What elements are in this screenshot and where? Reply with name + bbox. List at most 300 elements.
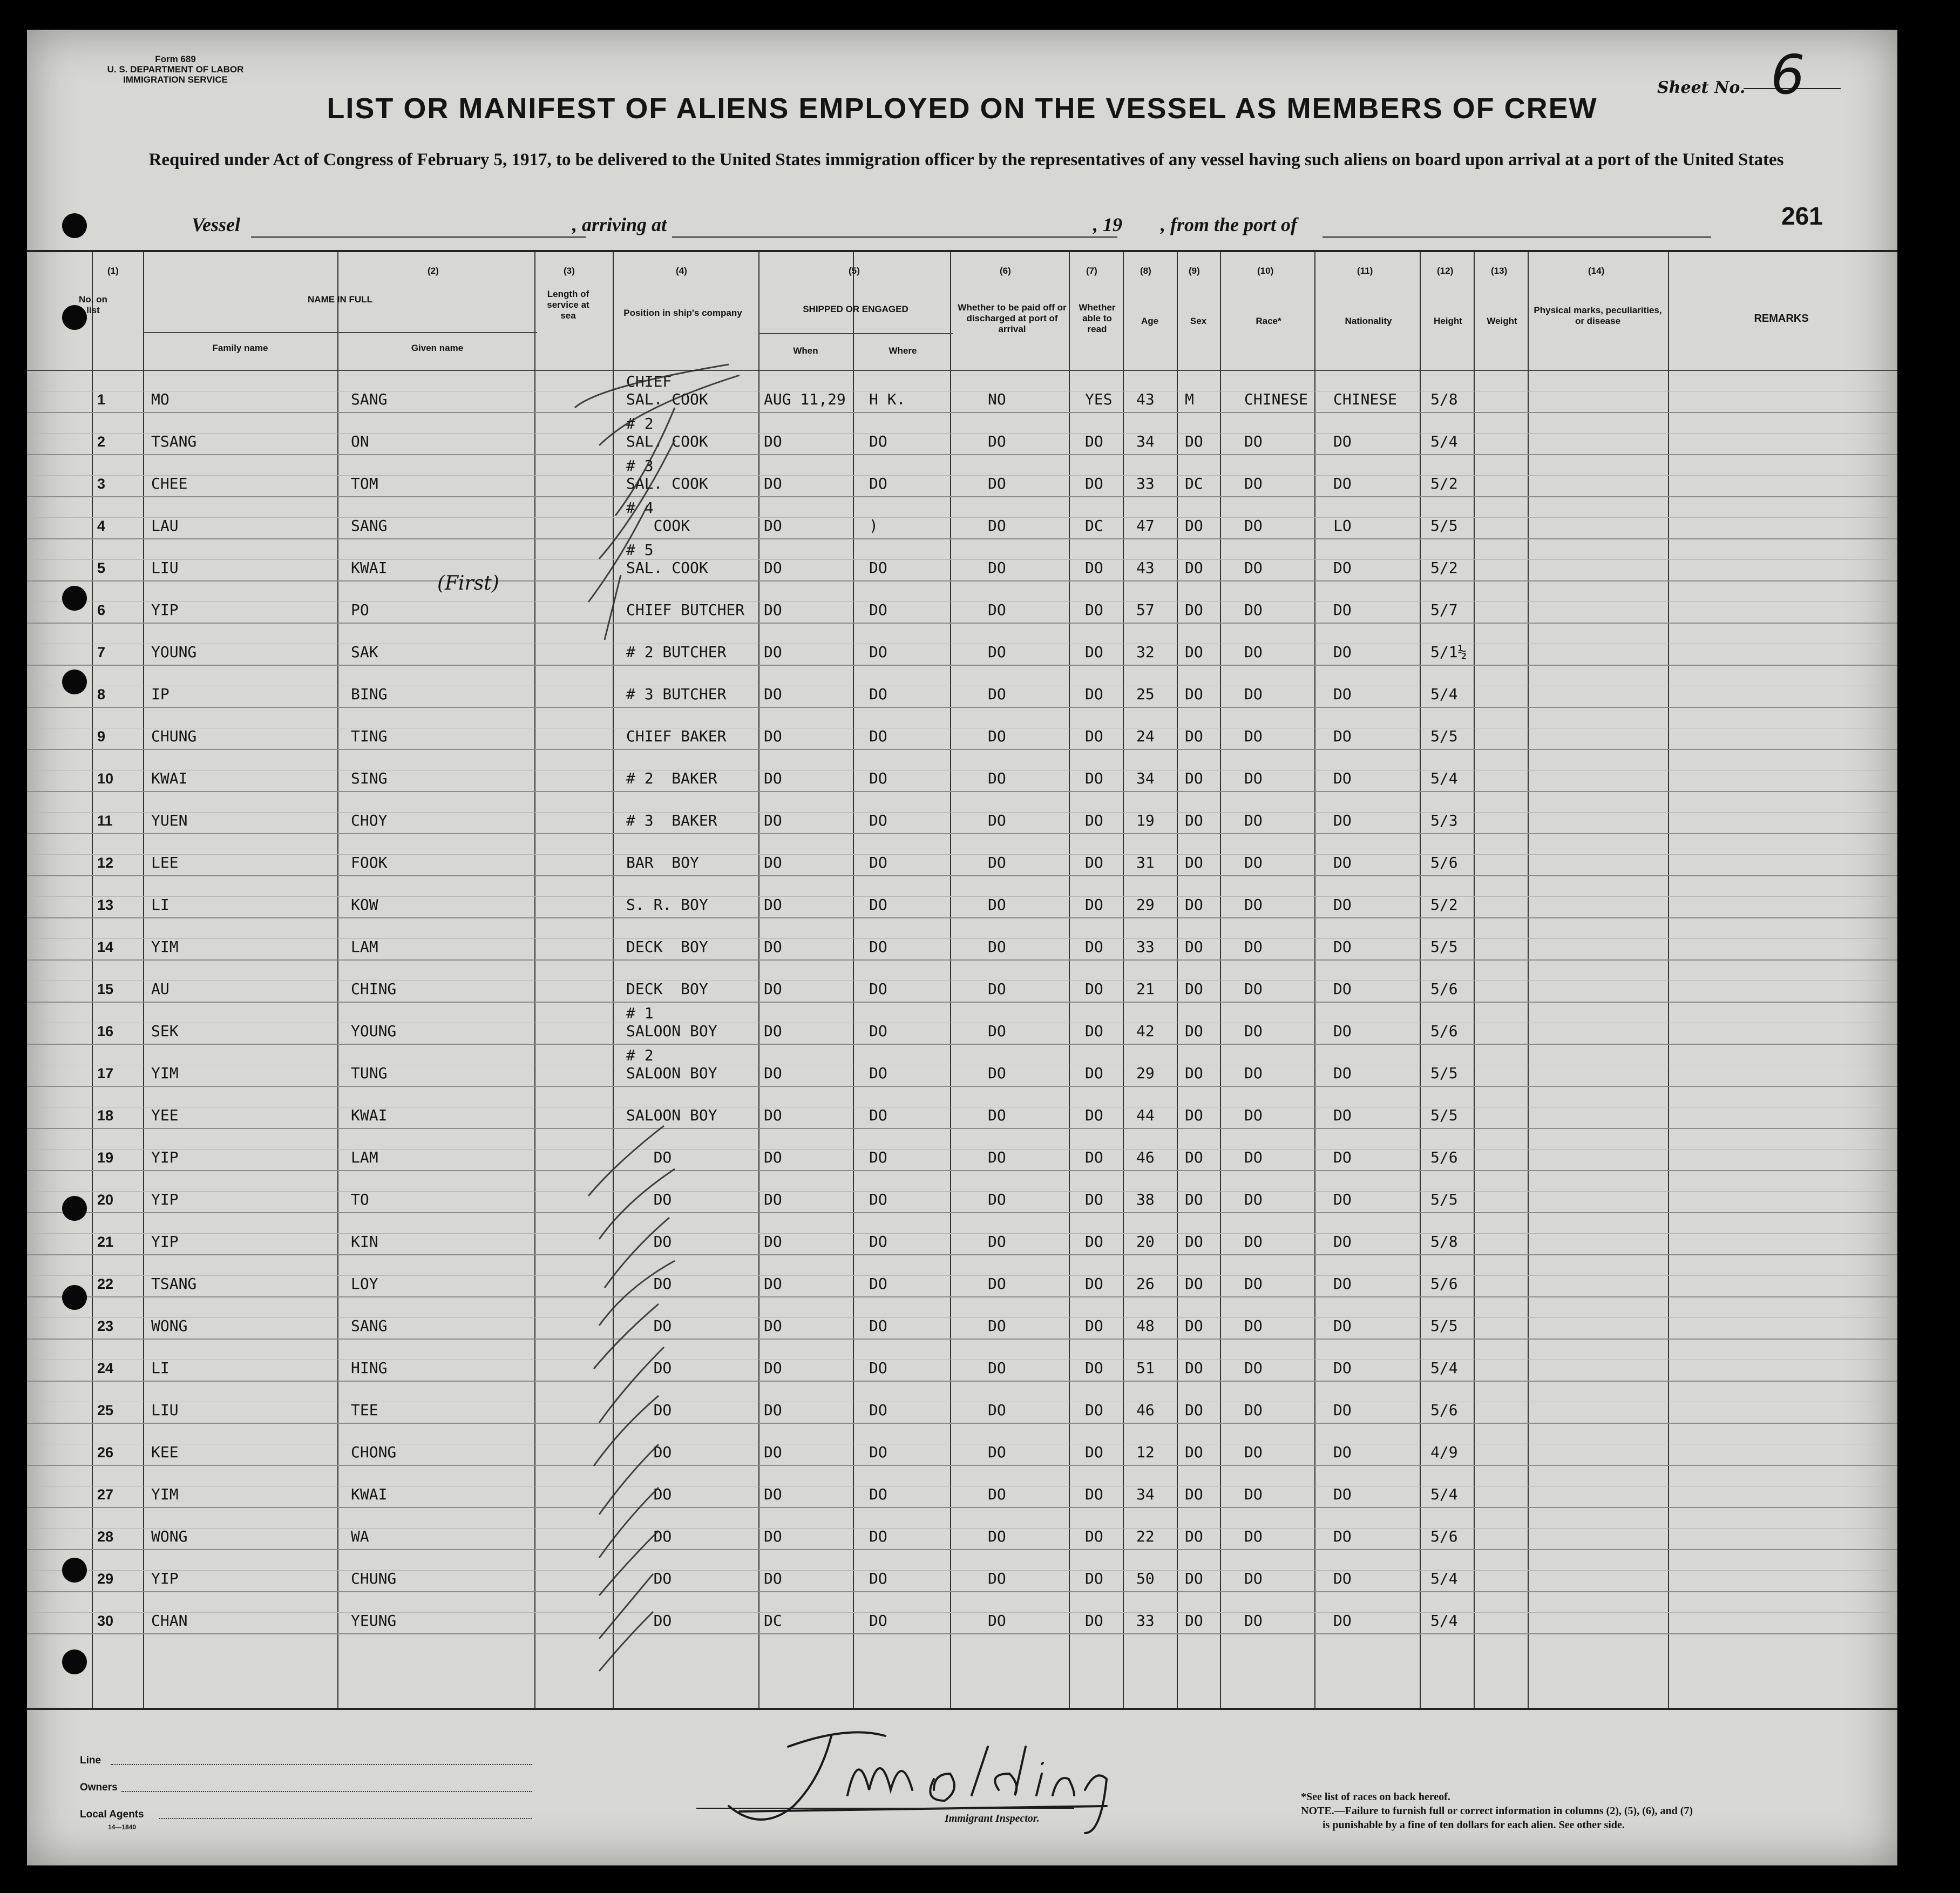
cell-family: CHUNG [151, 727, 197, 745]
cell-position: SALOON BOY [626, 1106, 717, 1124]
cell-family: YEE [151, 1106, 179, 1124]
cell-sex: DO [1185, 1064, 1203, 1082]
cell-where: DO [869, 1527, 887, 1545]
cell-read: DO [1085, 1233, 1103, 1250]
cell-nat: DO [1333, 980, 1352, 998]
cell-given: TUNG [351, 1064, 388, 1082]
cell-given: BING [351, 685, 388, 703]
cell-nat: DO [1333, 938, 1352, 956]
cell-no: 8 [97, 686, 106, 702]
cell-age: 25 [1136, 685, 1155, 703]
cell-sex: DO [1185, 854, 1203, 871]
cell-when: DO [764, 1570, 782, 1587]
cell-read: DO [1085, 475, 1103, 492]
cell-height: 5/5 [1430, 517, 1458, 535]
from-port-label: , from the port of [1161, 214, 1298, 235]
cell-where: DO [869, 896, 887, 914]
column-number: (7) [1086, 266, 1097, 276]
cell-age: 32 [1136, 643, 1155, 661]
binder-hole [62, 1196, 87, 1221]
cell-no: 1 [97, 391, 106, 408]
cell-race: DO [1244, 1359, 1263, 1377]
cell-height: 5/4 [1430, 1612, 1458, 1630]
cell-family: SEK [151, 1022, 179, 1040]
cell-read: DO [1085, 938, 1103, 956]
cell-when: DO [764, 1359, 782, 1377]
header-family-name: Family name [212, 343, 268, 353]
vessel-label: Vessel [192, 214, 240, 235]
cell-nat: DO [1333, 1527, 1352, 1545]
cell-no: 11 [97, 813, 113, 829]
cell-family: CHAN [151, 1612, 188, 1630]
cell-no: 19 [97, 1150, 114, 1166]
stamp-number: 261 [1781, 202, 1823, 230]
cell-height: 5/6 [1430, 854, 1458, 871]
cell-race: DO [1244, 685, 1263, 703]
cell-position: SALOON BOY [626, 1022, 717, 1040]
cell-sex: DO [1185, 1106, 1203, 1124]
cell-paid: DO [988, 1233, 1006, 1250]
signature-line [696, 1808, 1074, 1809]
cell-race: DO [1244, 1570, 1263, 1587]
cell-height: 5/5 [1430, 1106, 1458, 1124]
column-number: (14) [1588, 266, 1605, 276]
cell-no: 13 [97, 897, 114, 913]
manifest-sheet [27, 30, 1897, 1865]
year-label: , 19 [1093, 214, 1122, 235]
cell-race: DO [1244, 1317, 1263, 1335]
cell-nat: DO [1333, 1191, 1352, 1208]
cell-height: 5/5 [1430, 1317, 1458, 1335]
cell-position-line1: # 4 [626, 499, 654, 517]
column-number: (2) [428, 266, 439, 276]
cell-no: 15 [97, 981, 114, 997]
cell-age: 38 [1136, 1191, 1155, 1208]
cell-height: 5/6 [1430, 1148, 1458, 1166]
cell-paid: DO [988, 517, 1006, 535]
cell-family: LI [151, 896, 169, 914]
cell-read: DO [1085, 601, 1103, 619]
cell-no: 25 [97, 1402, 114, 1418]
cell-age: 48 [1136, 1317, 1155, 1335]
cell-height: 5/5 [1430, 1191, 1458, 1208]
cell-sex: DC [1185, 475, 1203, 492]
cell-nat: DO [1333, 601, 1352, 619]
cell-no: 28 [97, 1529, 114, 1545]
sheet-number: 6 [1771, 43, 1805, 106]
header-height: Height [1434, 316, 1462, 326]
cell-race: DO [1244, 517, 1263, 535]
cell-no: 7 [97, 644, 106, 660]
cell-race: DO [1244, 1022, 1263, 1040]
cell-read: DO [1085, 1022, 1103, 1040]
cell-paid: DO [988, 432, 1006, 450]
cell-nat: DO [1333, 1064, 1352, 1082]
cell-where: H K. [869, 390, 906, 408]
cell-read: DO [1085, 769, 1103, 787]
cell-given: CHONG [351, 1443, 397, 1461]
cell-sex: DO [1185, 643, 1203, 661]
cell-height: 5/1½ [1430, 643, 1467, 661]
cell-nat: LO [1333, 517, 1352, 535]
cell-given: SANG [351, 390, 388, 408]
cell-family: TSANG [151, 432, 197, 450]
cell-position: DO [626, 1443, 672, 1461]
cell-when: DO [764, 1275, 782, 1293]
cell-age: 19 [1136, 812, 1155, 829]
cell-where: DO [869, 643, 887, 661]
column-number: (10) [1257, 266, 1274, 276]
cell-given: KIN [351, 1233, 378, 1250]
cell-age: 34 [1136, 1485, 1155, 1503]
cell-position: S. R. BOY [626, 896, 708, 914]
cell-race: DO [1244, 1233, 1263, 1250]
binder-hole [62, 305, 87, 330]
cell-paid: DO [988, 559, 1006, 577]
cell-sex: DO [1185, 1443, 1203, 1461]
cell-sex: DO [1185, 1275, 1203, 1293]
cell-read: DO [1085, 1359, 1103, 1377]
cell-age: 31 [1136, 854, 1155, 871]
cell-where: DO [869, 475, 887, 492]
header-weight: Weight [1487, 316, 1517, 326]
cell-sex: M [1185, 390, 1194, 408]
cell-when: DO [764, 1191, 782, 1208]
cell-when: DO [764, 854, 782, 871]
cell-position-line1: # 3 [626, 457, 654, 475]
cell-given: TING [351, 727, 388, 745]
cell-sex: DO [1185, 1233, 1203, 1250]
cell-race: DO [1244, 854, 1263, 871]
cell-family: YIM [151, 1485, 179, 1503]
cell-nat: DO [1333, 1233, 1352, 1250]
agents-field [159, 1818, 532, 1819]
cell-where: DO [869, 432, 887, 450]
cell-family: YOUNG [151, 643, 197, 661]
cell-race: DO [1244, 812, 1263, 829]
cell-nat: DO [1333, 896, 1352, 914]
cell-paid: DO [988, 1191, 1006, 1208]
cell-when: DO [764, 1485, 782, 1503]
cell-position: CHIEF BAKER [626, 727, 727, 745]
owners-label: Owners [80, 1782, 118, 1793]
cell-height: 4/9 [1430, 1443, 1458, 1461]
cell-height: 5/4 [1430, 1485, 1458, 1503]
local-agents-label: Local Agents [80, 1809, 144, 1820]
cell-age: 34 [1136, 432, 1155, 450]
cell-race: DO [1244, 601, 1263, 619]
cell-paid: DO [988, 1570, 1006, 1587]
cell-position: DO [626, 1570, 672, 1587]
cell-age: 21 [1136, 980, 1155, 998]
cell-no: 20 [97, 1192, 114, 1208]
cell-sex: DO [1185, 517, 1203, 535]
cell-height: 5/2 [1430, 559, 1458, 577]
cell-read: DO [1085, 1148, 1103, 1166]
cell-age: 51 [1136, 1359, 1155, 1377]
cell-where: DO [869, 1485, 887, 1503]
header-where: Where [889, 346, 917, 356]
cell-sex: DO [1185, 685, 1203, 703]
cell-nat: CHINESE [1333, 390, 1398, 408]
cell-race: DO [1244, 643, 1263, 661]
line-label: Line [80, 1755, 101, 1766]
cell-when: DO [764, 559, 782, 577]
cell-read: DO [1085, 643, 1103, 661]
cell-no: 16 [97, 1023, 114, 1039]
cell-given: SANG [351, 517, 388, 535]
cell-read: DO [1085, 1612, 1103, 1630]
cell-paid: DO [988, 812, 1006, 829]
cell-read: YES [1085, 390, 1113, 408]
cell-nat: DO [1333, 1401, 1352, 1419]
cell-height: 5/4 [1430, 685, 1458, 703]
cell-position: DO [626, 1485, 672, 1503]
cell-given: CHING [351, 980, 397, 998]
cell-when: DO [764, 685, 782, 703]
cell-race: DO [1244, 475, 1263, 492]
cell-age: 47 [1136, 517, 1155, 535]
cell-given: TOM [351, 475, 378, 492]
first-annotation: (First) [437, 572, 499, 594]
page-title: LIST OR MANIFEST OF ALIENS EMPLOYED ON THE VESSEL AS MEMBERS OF CREW [327, 92, 1598, 125]
header-nationality: Nationality [1345, 316, 1392, 326]
cell-race: DO [1244, 1401, 1263, 1419]
cell-given: HING [351, 1359, 388, 1377]
cell-given: KOW [351, 896, 378, 914]
cell-family: YIP [151, 1570, 179, 1587]
cell-given: LAM [351, 1148, 378, 1166]
cell-family: YIP [151, 1233, 179, 1250]
cell-position: DECK BOY [626, 980, 708, 998]
cell-where: DO [869, 854, 887, 871]
cell-when: DO [764, 432, 782, 450]
cell-age: 26 [1136, 1275, 1155, 1293]
cell-age: 33 [1136, 1612, 1155, 1630]
cell-read: DO [1085, 980, 1103, 998]
cell-sex: DO [1185, 1148, 1203, 1166]
cell-when: DO [764, 1443, 782, 1461]
cell-when: AUG 11,29 [764, 390, 846, 408]
cell-family: WONG [151, 1317, 188, 1335]
cell-family: IP [151, 685, 169, 703]
cell-position: # 2 BUTCHER [626, 643, 727, 661]
cell-position: # 3 BAKER [626, 812, 717, 829]
cell-family: LIU [151, 559, 179, 577]
cell-where: DO [869, 1570, 887, 1587]
cell-family: LI [151, 1359, 169, 1377]
penalty-note-cont: is punishable by a fine of ten dollars for each alien. See other side. [1323, 1819, 1625, 1831]
tick-marks [27, 30, 1897, 1865]
cell-position-line1: # 2 [626, 1046, 654, 1064]
cell-age: 46 [1136, 1148, 1155, 1166]
cell-given: CHUNG [351, 1570, 397, 1587]
cell-given: SAK [351, 643, 378, 661]
cell-height: 5/4 [1430, 769, 1458, 787]
cell-given: KWAI [351, 1485, 388, 1503]
cell-read: DO [1085, 559, 1103, 577]
cell-paid: DO [988, 643, 1006, 661]
cell-position-line1: # 1 [626, 1004, 654, 1022]
cell-sex: DO [1185, 938, 1203, 956]
cell-nat: DO [1333, 812, 1352, 829]
cell-read: DO [1085, 1443, 1103, 1461]
cell-paid: DO [988, 685, 1006, 703]
cell-position: DO [626, 1148, 672, 1166]
cell-where: DO [869, 685, 887, 703]
cell-read: DO [1085, 1570, 1103, 1587]
cell-no: 21 [97, 1234, 114, 1250]
cell-race: DO [1244, 1443, 1263, 1461]
cell-race: DO [1244, 1106, 1263, 1124]
cell-family: KWAI [151, 769, 188, 787]
cell-given: TEE [351, 1401, 378, 1419]
cell-position: DO [626, 1359, 672, 1377]
cell-no: 29 [97, 1571, 114, 1587]
cell-paid: DO [988, 896, 1006, 914]
cell-no: 2 [97, 434, 106, 450]
cell-when: DC [764, 1612, 782, 1630]
cell-read: DC [1085, 517, 1103, 535]
cell-position-line1: # 2 [626, 415, 654, 432]
column-number: (13) [1491, 266, 1508, 276]
cell-family: YIM [151, 938, 179, 956]
cell-when: DO [764, 1401, 782, 1419]
header-no-on-list: No. on list [79, 294, 107, 315]
binder-hole [62, 1558, 87, 1583]
cell-no: 4 [97, 518, 106, 534]
column-number: (8) [1140, 266, 1151, 276]
cell-nat: DO [1333, 1022, 1352, 1040]
cell-height: 5/6 [1430, 980, 1458, 998]
cell-given: WA [351, 1527, 369, 1545]
cell-when: DO [764, 1527, 782, 1545]
cell-given: YEUNG [351, 1612, 397, 1630]
cell-race: DO [1244, 896, 1263, 914]
cell-position: SAL. COOK [626, 390, 708, 408]
cell-when: DO [764, 517, 782, 535]
cell-position: SALOON BOY [626, 1064, 717, 1082]
cell-race: DO [1244, 1191, 1263, 1208]
cell-height: 5/5 [1430, 1064, 1458, 1082]
cell-race: DO [1244, 1148, 1263, 1166]
cell-race: DO [1244, 938, 1263, 956]
cell-where: DO [869, 1022, 887, 1040]
cell-paid: DO [988, 1401, 1006, 1419]
cell-height: 5/6 [1430, 1401, 1458, 1419]
cell-no: 5 [97, 560, 106, 576]
cell-race: DO [1244, 1612, 1263, 1630]
penalty-note: NOTE.—Failure to furnish full or correct information in columns (2), (5), (6), and (7) [1301, 1805, 1693, 1817]
cell-paid: DO [988, 1527, 1006, 1545]
cell-when: DO [764, 601, 782, 619]
cell-sex: DO [1185, 1317, 1203, 1335]
cell-height: 5/2 [1430, 896, 1458, 914]
binder-hole [62, 670, 87, 694]
column-number: (4) [676, 266, 687, 276]
owners-field [121, 1791, 532, 1792]
cell-age: 33 [1136, 938, 1155, 956]
cell-position: SAL. COOK [626, 432, 708, 450]
cell-sex: DO [1185, 727, 1203, 745]
cell-position: DO [626, 1191, 672, 1208]
cell-sex: DO [1185, 1570, 1203, 1587]
cell-given: FOOK [351, 854, 388, 871]
cell-paid: DO [988, 769, 1006, 787]
cell-sex: DO [1185, 769, 1203, 787]
column-number: (3) [564, 266, 575, 276]
cell-no: 30 [97, 1613, 114, 1629]
cell-position: BAR BOY [626, 854, 699, 871]
cell-when: DO [764, 727, 782, 745]
cell-nat: DO [1333, 559, 1352, 577]
cell-when: DO [764, 1022, 782, 1040]
cell-paid: DO [988, 1317, 1006, 1335]
cell-when: DO [764, 1148, 782, 1166]
cell-where: DO [869, 1401, 887, 1419]
cell-where: DO [869, 1317, 887, 1335]
cell-nat: DO [1333, 1317, 1352, 1335]
cell-paid: DO [988, 854, 1006, 871]
cell-paid: DO [988, 1612, 1006, 1630]
cell-where: DO [869, 1275, 887, 1293]
form-code: 14—1840 [108, 1823, 137, 1831]
cell-height: 5/5 [1430, 727, 1458, 745]
header-position: Position in ship's company [623, 308, 742, 318]
cell-height: 5/8 [1430, 390, 1458, 408]
cell-where: DO [869, 1612, 887, 1630]
cell-paid: NO [988, 390, 1006, 408]
cell-where: DO [869, 1443, 887, 1461]
header-sex: Sex [1190, 316, 1207, 326]
cell-read: DO [1085, 1485, 1103, 1503]
cell-no: 9 [97, 728, 106, 745]
cell-position-line1: CHIEF [626, 373, 672, 390]
cell-position: # 3 BUTCHER [626, 685, 727, 703]
cell-nat: DO [1333, 1443, 1352, 1461]
cell-given: YOUNG [351, 1022, 397, 1040]
cell-read: DO [1085, 727, 1103, 745]
cell-age: 43 [1136, 390, 1155, 408]
cell-family: LIU [151, 1401, 179, 1419]
cell-no: 23 [97, 1318, 114, 1334]
cell-family: YIP [151, 1148, 179, 1166]
cell-sex: DO [1185, 896, 1203, 914]
cell-nat: DO [1333, 643, 1352, 661]
column-number: (11) [1357, 266, 1373, 276]
cell-nat: DO [1333, 432, 1352, 450]
cell-when: DO [764, 980, 782, 998]
cell-where: DO [869, 1191, 887, 1208]
cell-position: # 2 BAKER [626, 769, 717, 787]
column-number: (6) [1000, 266, 1011, 276]
cell-position: SAL. COOK [626, 559, 708, 577]
cell-age: 33 [1136, 475, 1155, 492]
cell-age: 57 [1136, 601, 1155, 619]
cell-family: TSANG [151, 1275, 197, 1293]
cell-read: DO [1085, 432, 1103, 450]
cell-sex: DO [1185, 980, 1203, 998]
cell-race: CHINESE [1244, 390, 1308, 408]
sheet-label: Sheet No. [1657, 78, 1746, 97]
cell-no: 10 [97, 770, 114, 787]
cell-height: 5/8 [1430, 1233, 1458, 1250]
column-number: (9) [1189, 266, 1200, 276]
cell-nat: DO [1333, 727, 1352, 745]
cell-paid: DO [988, 1443, 1006, 1461]
cell-when: DO [764, 896, 782, 914]
cell-when: DO [764, 769, 782, 787]
